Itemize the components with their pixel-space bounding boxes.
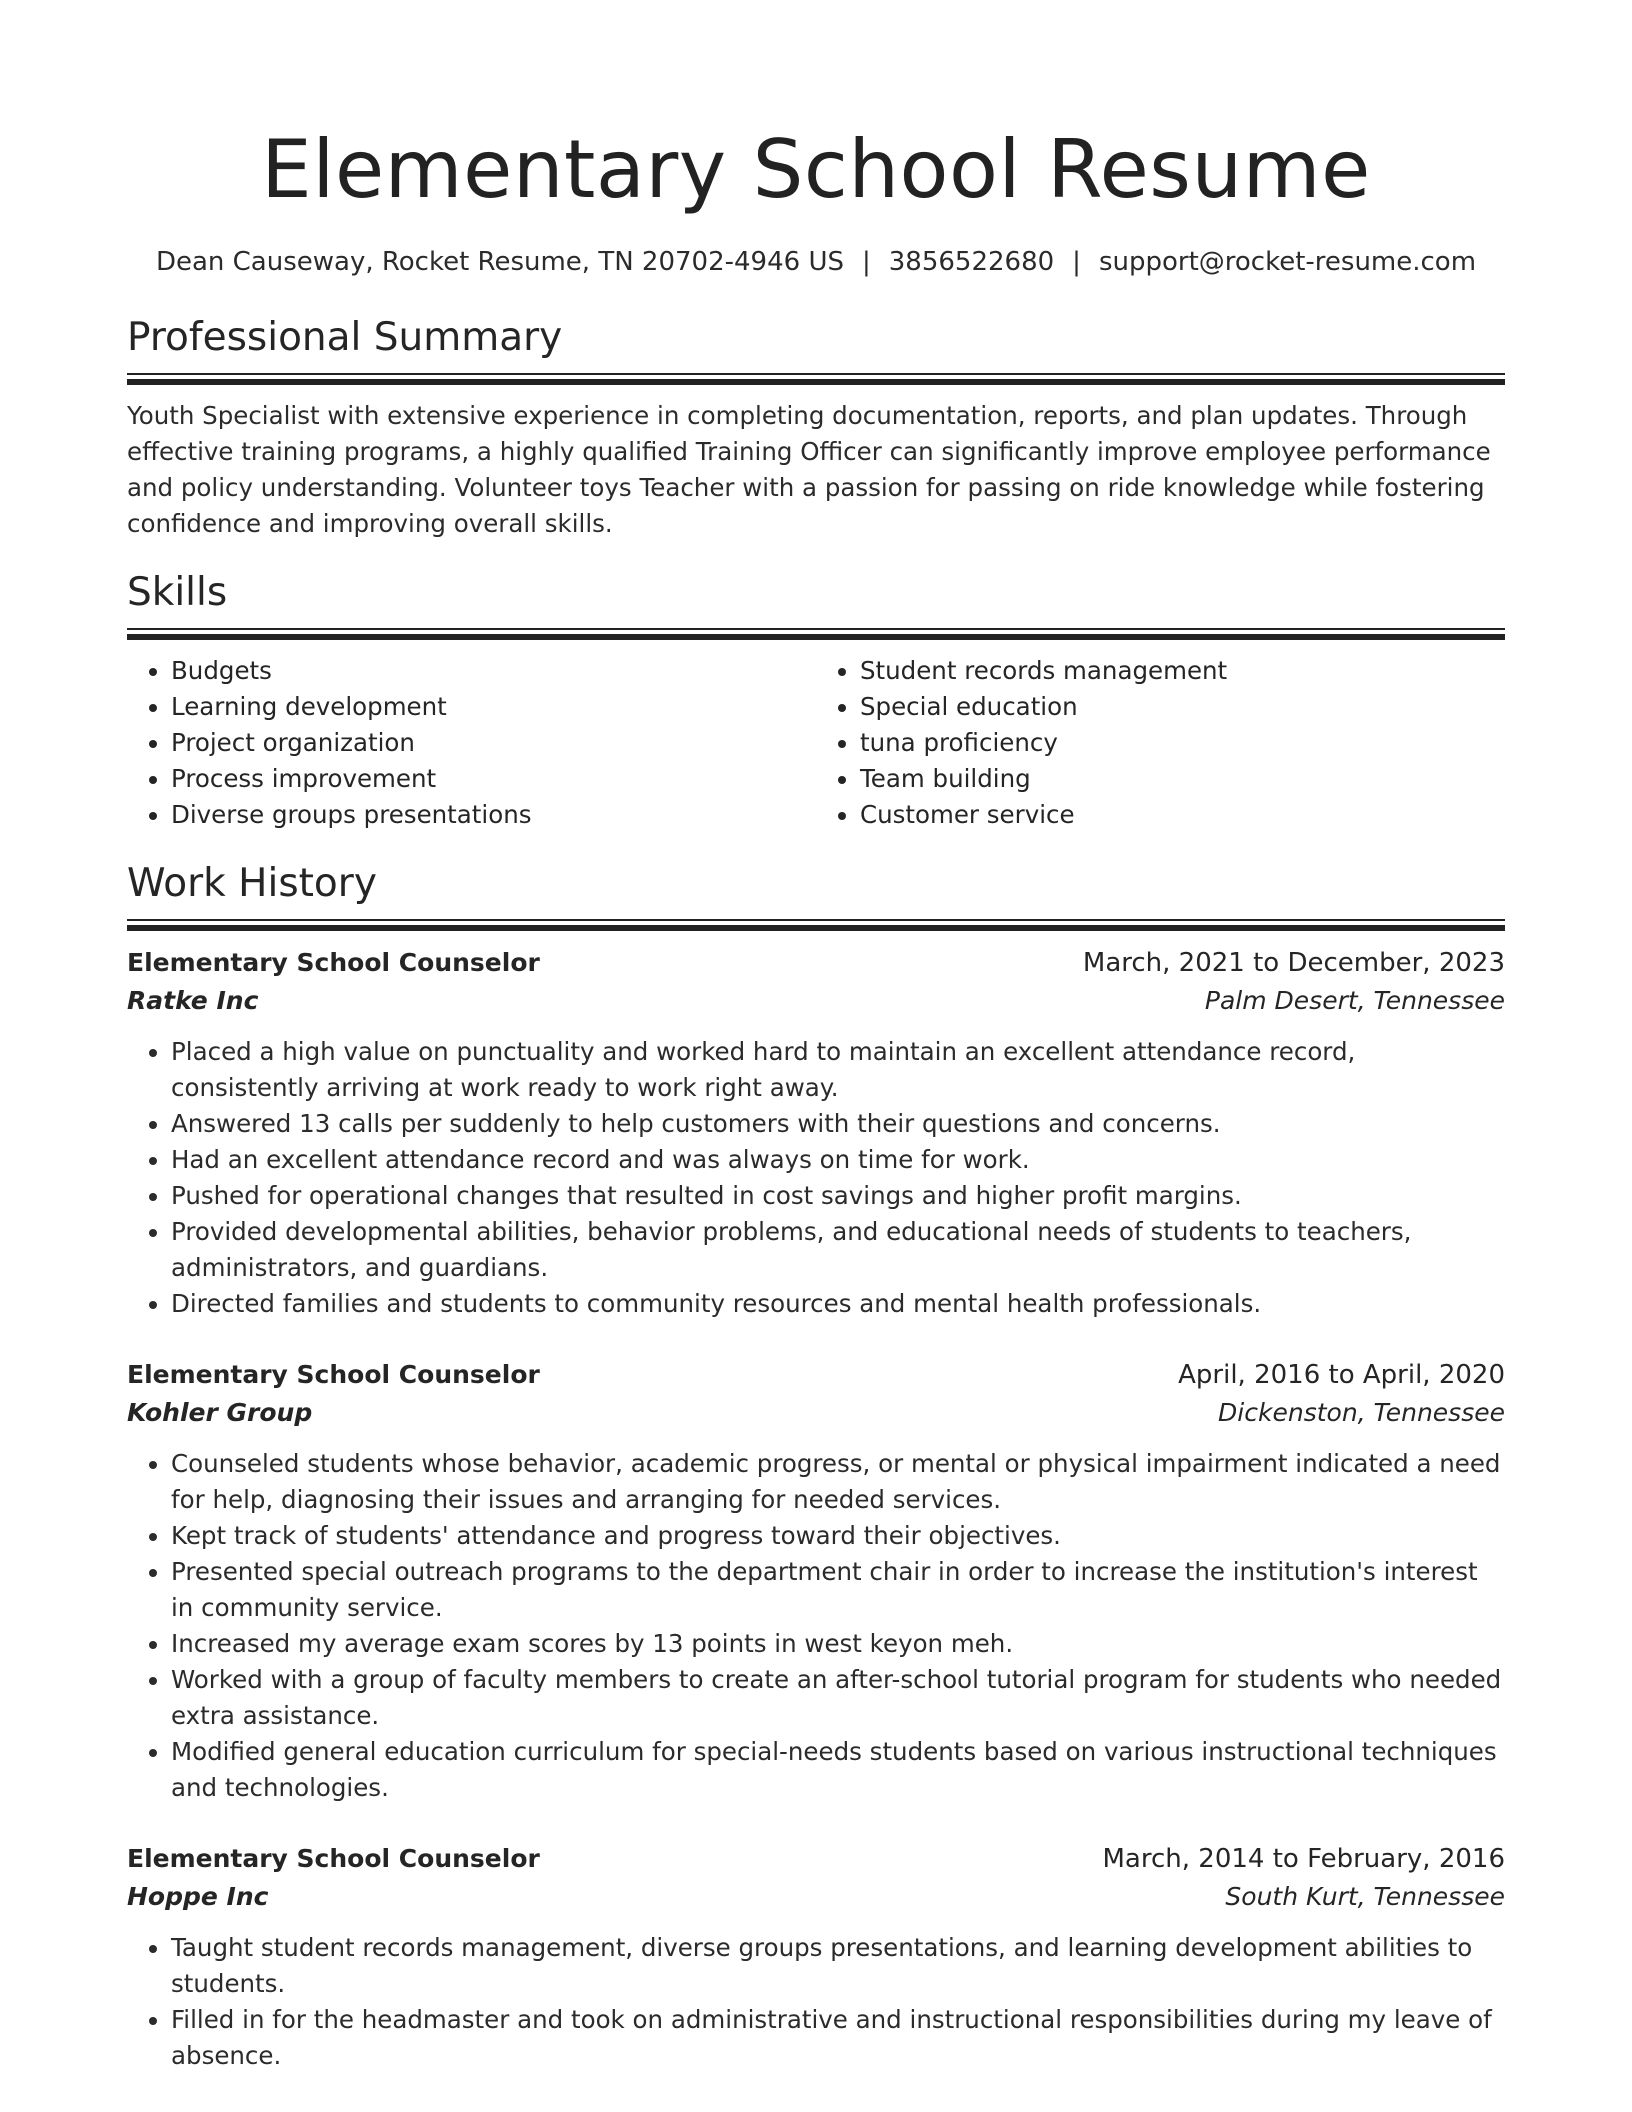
job-title: Elementary School Counselor xyxy=(127,948,540,977)
contact-email: support@rocket-resume.com xyxy=(1098,247,1477,277)
contact-separator: | xyxy=(861,247,871,277)
job-dates: March, 2021 to December, 2023 xyxy=(1082,948,1505,978)
job-bullets xyxy=(127,1034,1505,1322)
job-title: Elementary School Counselor xyxy=(127,1844,540,1873)
skills-section xyxy=(127,568,1505,833)
job-bullet: • Increased my average exam scores by 13 points in west keyon meh. xyxy=(171,1626,1505,1662)
job-title: Elementary School Counselor xyxy=(127,1360,540,1389)
skills-list-left xyxy=(127,653,816,833)
section-divider xyxy=(127,628,1505,639)
job-subheader-row xyxy=(127,982,1505,1020)
job-entry xyxy=(127,1840,1505,2074)
job-subheader-row xyxy=(127,1394,1505,1432)
skill-item: • Special education xyxy=(860,689,1505,725)
section-heading: Professional Summary xyxy=(127,315,563,360)
job-bullet: • Directed families and students to community resources and mental health professionals. xyxy=(171,1286,1505,1322)
contact-separator: | xyxy=(1072,247,1081,277)
contact-line xyxy=(127,244,1505,280)
professional-summary-section xyxy=(127,313,1505,542)
skills-list-right xyxy=(816,653,1505,833)
skill-item: • Process improvement xyxy=(171,761,816,797)
job-bullet: • Counseled students whose behavior, academic progress, or mental or physical impairment indicated a need for help, diagnosing their issues and arranging for needed services. xyxy=(171,1446,1505,1518)
job-location: Palm Desert, Tennessee xyxy=(1204,986,1505,1015)
job-bullet: • Placed a high value on punctuality and worked hard to maintain an excellent attendance record, consistently arriving at work ready to work right away. xyxy=(171,1034,1505,1106)
skill-item: • Project organization xyxy=(171,725,816,761)
skills-columns xyxy=(127,653,1505,833)
job-bullet: • Worked with a group of faculty members to create an after-school tutorial program for students who needed extra assistance. xyxy=(171,1662,1505,1734)
job-entry xyxy=(127,1356,1505,1806)
skill-item: • Diverse groups presentations xyxy=(171,797,816,833)
summary-text: Youth Specialist with extensive experience in completing documentation, reports, and plan updates. Through effective training programs, a highly qualified Training Officer can significantly improve employee performance and policy understanding. Volunteer toys Teacher with a passion for passing on ride knowledge while fostering confidence and improving overall skills. xyxy=(127,401,1491,538)
job-bullet: • Filled in for the headmaster and took on administrative and instructional responsibilities during my leave of absence. xyxy=(171,2002,1505,2074)
job-bullet: • Taught student records management, diverse groups presentations, and learning development abilities to students. xyxy=(171,1930,1505,2002)
skill-item: • Team building xyxy=(860,761,1505,797)
section-heading: Skills xyxy=(127,570,228,615)
job-header-row xyxy=(127,1840,1505,1878)
job-bullet: • Had an excellent attendance record and was always on time for work. xyxy=(171,1142,1505,1178)
job-dates: March, 2014 to February, 2016 xyxy=(1102,1844,1505,1874)
job-bullet: • Kept track of students' attendance and progress toward their objectives. xyxy=(171,1518,1505,1554)
skill-item: • tuna proficiency xyxy=(860,725,1505,761)
page-title: Elementary School Resume xyxy=(261,123,1371,216)
job-list xyxy=(127,944,1505,2074)
job-subheader-row xyxy=(127,1878,1505,1916)
skill-item: • Learning development xyxy=(171,689,816,725)
job-bullet: • Provided developmental abilities, behavior problems, and educational needs of students to teachers, administrators, and guardians. xyxy=(171,1214,1505,1286)
job-bullet: • Presented special outreach programs to the department chair in order to increase the institution's interest in community service. xyxy=(171,1554,1505,1626)
job-header-row xyxy=(127,944,1505,982)
job-dates: April, 2016 to April, 2020 xyxy=(1178,1360,1505,1390)
section-divider xyxy=(127,373,1505,384)
section-heading: Work History xyxy=(127,861,377,906)
job-entry xyxy=(127,944,1505,1322)
contact-address: Dean Causeway, Rocket Resume, TN 20702-4946 US xyxy=(155,247,844,277)
job-location: Dickenston, Tennessee xyxy=(1218,1398,1505,1427)
skill-item: • Customer service xyxy=(860,797,1505,833)
job-location: South Kurt, Tennessee xyxy=(1225,1882,1505,1911)
job-bullet: • Answered 13 calls per suddenly to help customers with their questions and concerns. xyxy=(171,1106,1505,1142)
section-divider xyxy=(127,919,1505,930)
job-bullet: • Modified general education curriculum for special-needs students based on various instructional techniques and technologies. xyxy=(171,1734,1505,1806)
job-company: Hoppe Inc xyxy=(127,1882,269,1911)
job-bullet: • Pushed for operational changes that resulted in cost savings and higher profit margins. xyxy=(171,1178,1505,1214)
contact-phone: 3856522680 xyxy=(888,247,1055,277)
job-company: Kohler Group xyxy=(127,1398,313,1427)
job-bullets xyxy=(127,1446,1505,1806)
skill-item: • Budgets xyxy=(171,653,816,689)
job-company: Ratke Inc xyxy=(127,986,259,1015)
work-history-section xyxy=(127,859,1505,2074)
skill-item: • Student records management xyxy=(860,653,1505,689)
job-header-row xyxy=(127,1356,1505,1394)
job-bullets xyxy=(127,1930,1505,2074)
